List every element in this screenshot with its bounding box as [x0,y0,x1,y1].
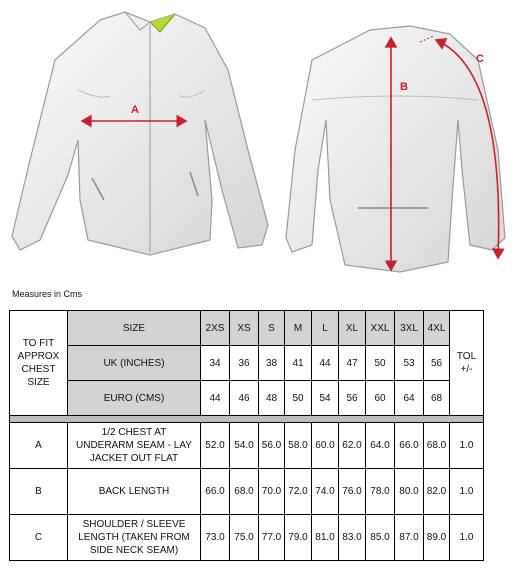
tol-value: 1.0 [450,469,484,515]
uk-value: 44 [312,346,339,381]
uk-value: 38 [259,346,285,381]
jacket-front-image [12,12,268,255]
measurement-row [10,515,484,561]
euro-value: 54 [312,381,339,416]
euro-value: 44 [201,381,230,416]
tol-header: TOL +/- [450,311,484,416]
size-code: S [259,311,285,346]
measure-value: 78.0 [366,469,395,515]
size-code: L [312,311,339,346]
measure-code: A [10,423,68,469]
uk-label: UK (INCHES) [68,346,201,381]
chest-size-header: TO FIT APPROX CHEST SIZE [10,311,68,416]
measure-value: 68.0 [230,469,259,515]
measure-value: 68.0 [424,423,450,469]
euro-label: EURO (CMS) [68,381,201,416]
uk-value: 34 [201,346,230,381]
size-code: M [285,311,312,346]
divider-row [10,416,484,423]
measure-value: 58.0 [285,423,312,469]
euro-value: 64 [395,381,424,416]
measurement-row [10,423,484,469]
size-code: XS [230,311,259,346]
euro-value: 50 [285,381,312,416]
measure-value: 74.0 [312,469,339,515]
measure-description: 1/2 CHEST AT UNDERARM SEAM - LAY JACKET OUT FLAT [68,423,201,469]
measure-value: 60.0 [312,423,339,469]
measure-value: 62.0 [339,423,366,469]
measure-value: 66.0 [395,423,424,469]
measure-value: 77.0 [259,515,285,561]
measures-note: Measures in Cms [12,289,83,299]
size-code: 3XL [395,311,424,346]
size-label: SIZE [68,311,201,346]
uk-value: 47 [339,346,366,381]
measure-code: C [10,515,68,561]
uk-row [10,346,484,381]
measure-value: 76.0 [339,469,366,515]
uk-value: 53 [395,346,424,381]
measure-description: SHOULDER / SLEEVE LENGTH (TAKEN FROM SIDE NECK SEAM) [68,515,201,561]
measure-value: 85.0 [366,515,395,561]
uk-value: 56 [424,346,450,381]
measure-value: 66.0 [201,469,230,515]
measure-value: 87.0 [395,515,424,561]
jacket-back-image [286,26,505,272]
measure-value: 64.0 [366,423,395,469]
size-code: XL [339,311,366,346]
euro-row [10,381,484,416]
measure-value: 52.0 [201,423,230,469]
measure-value: 83.0 [339,515,366,561]
divider [10,416,484,423]
jacket-measurement-diagram [0,0,513,282]
tol-value: 1.0 [450,423,484,469]
measure-value: 89.0 [424,515,450,561]
measure-value: 79.0 [285,515,312,561]
measure-value: 72.0 [285,469,312,515]
size-code: XXL [366,311,395,346]
measure-b-label: B [400,81,408,93]
uk-value: 41 [285,346,312,381]
euro-value: 60 [366,381,395,416]
size-table [9,310,484,561]
uk-value: 50 [366,346,395,381]
size-code: 2XS [201,311,230,346]
measurement-row [10,469,484,515]
measure-value: 56.0 [259,423,285,469]
euro-value: 68 [424,381,450,416]
size-code: 4XL [424,311,450,346]
euro-value: 46 [230,381,259,416]
measure-value: 81.0 [312,515,339,561]
euro-value: 56 [339,381,366,416]
measure-value: 80.0 [395,469,424,515]
measure-value: 75.0 [230,515,259,561]
measure-value: 70.0 [259,469,285,515]
measure-value: 82.0 [424,469,450,515]
measure-code: B [10,469,68,515]
measure-a-label: A [131,104,139,116]
euro-value: 48 [259,381,285,416]
measure-c-label: C [476,53,484,65]
uk-value: 36 [230,346,259,381]
tol-value: 1.0 [450,515,484,561]
measure-value: 54.0 [230,423,259,469]
measure-value: 73.0 [201,515,230,561]
size-header-row [10,311,484,346]
measure-description: BACK LENGTH [68,469,201,515]
